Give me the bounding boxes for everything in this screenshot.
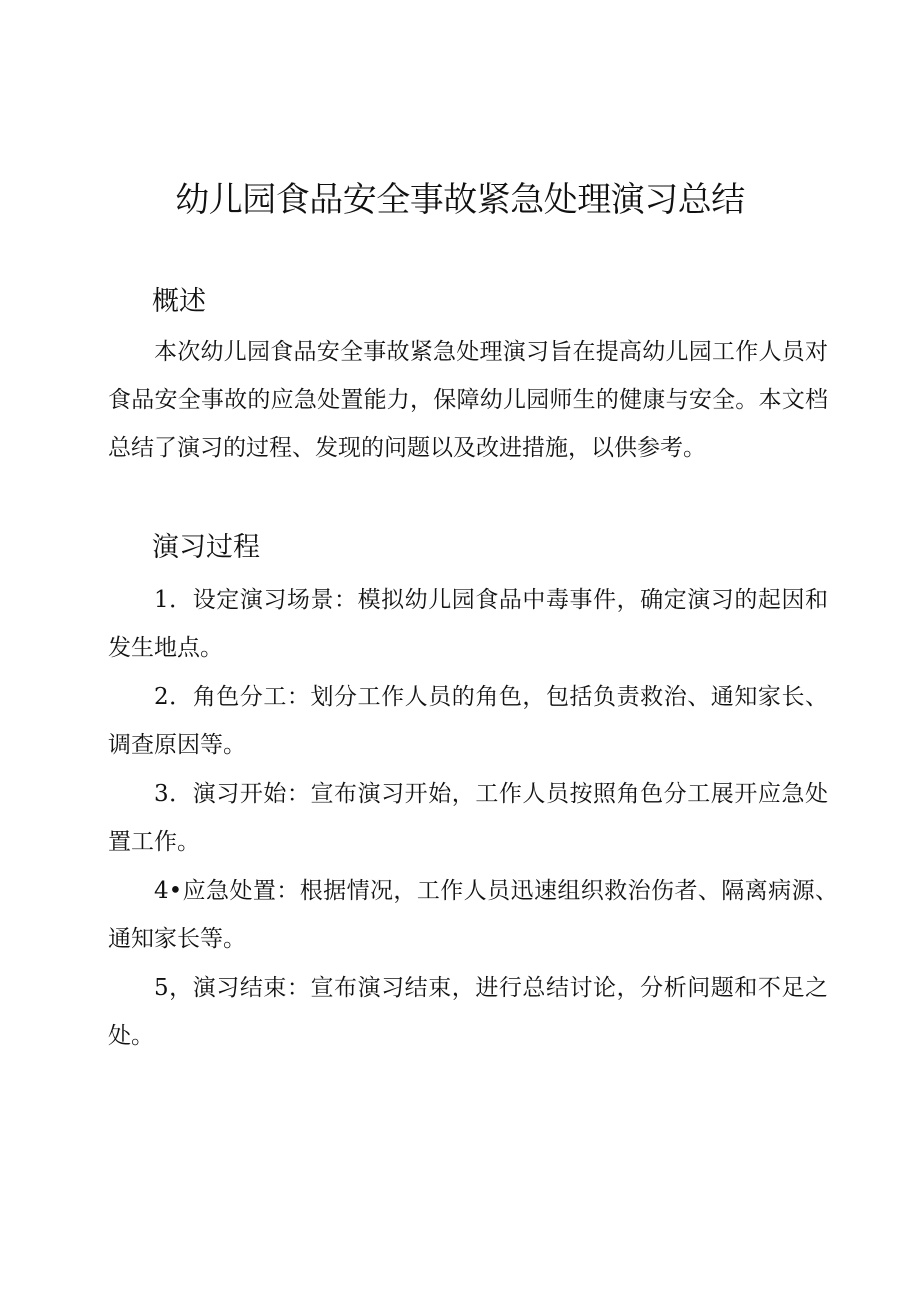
process-step-5: 5，演习结束：宣布演习结束，进行总结讨论，分析问题和不足之处。	[108, 975, 828, 1049]
section-heading-process: 演习过程	[152, 532, 260, 563]
page-title: 幼儿园食品安全事故紧急处理演习总结	[175, 180, 745, 220]
process-step-2: 2．角色分工：划分工作人员的角色，包括负责救治、通知家长、调查原因等。	[108, 684, 828, 758]
process-step-3: 3．演习开始：宣布演习开始，工作人员按照角色分工展开应急处置工作。	[108, 781, 828, 855]
process-step-1: 1．设定演习场景：模拟幼儿园食品中毒事件，确定演习的起因和发生地点。	[108, 587, 828, 661]
overview-paragraph: 本次幼儿园食品安全事故紧急处理演习旨在提高幼儿园工作人员对食品安全事故的应急处置能力，保障幼儿园师生的健康与安全。本文档总结了演习的过程、发现的问题以及改进措施，以供参考。	[108, 339, 828, 461]
section-heading-overview: 概述	[152, 286, 206, 317]
process-step-4: 4•应急处置：根据情况，工作人员迅速组织救治伤者、隔离病源、通知家长等。	[108, 878, 838, 952]
